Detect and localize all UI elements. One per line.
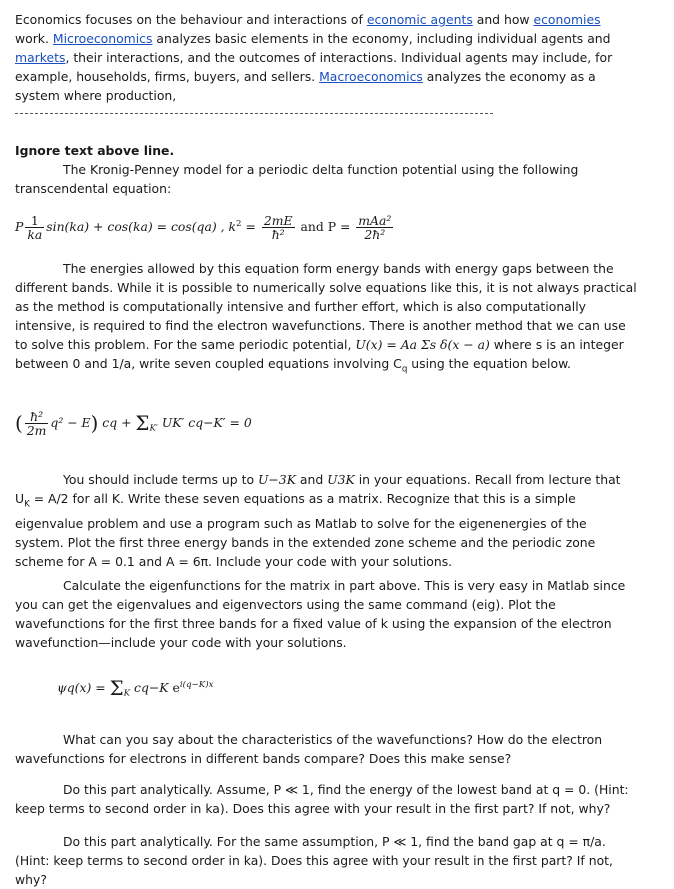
eq1-frac3-num: mAa² (358, 213, 392, 228)
intro-paragraph (15, 10, 637, 105)
intro-text-5: , their interactions, and the outcomes of interactions. Individual agents may include, for example, households, firms, buyers, and sellers. (15, 50, 613, 84)
para3-text-3: in your equations. Recall from lecture that U (15, 472, 621, 506)
paragraph-eigenfunctions: Calculate the eigenfunctions for the matrix in part above. This is very easy in Matlab since you can get the eigenvalues and eigenvectors using the same command (eig). Plot the wavefunctions for the first three bands for a fixed value of k using the expansion of the electron wavefunction—include your code with your solutions. (15, 578, 626, 650)
para2-text-2: where s is an integer between 0 and 1/a, write seven coupled equations involving C (15, 337, 624, 371)
eq3-exp-sup: i(q−K)x (179, 679, 214, 690)
eq2-frac-num: ħ² (25, 410, 49, 424)
para3-uk-sub: K (24, 499, 30, 510)
eq1-fraction-1 (25, 214, 44, 241)
para3-text-4: = A/2 for all K. Write these seven equations as a matrix. Recognize that this is a simple eigenvalue problem and use a program such as Matlab to solve for the eigenenergies of the system. Plot the first three energy bands in the extended zone scheme and the periodic zone scheme for A = 0.1 and A = 6π. Include your code with your solutions. (15, 491, 596, 570)
link-microeconomics[interactable]: Microeconomics (52, 31, 153, 46)
equation-periodic-potential: U(x) = Aa Σs δ(x − a) (355, 337, 490, 352)
eq1-k: k (228, 219, 237, 234)
link-economies[interactable]: economies (533, 12, 601, 27)
eq2-sigma: Σ (135, 412, 150, 435)
eq1-k-exp: 2 (236, 218, 242, 229)
eq3-term: cq−K (130, 680, 173, 695)
eq1-frac2-den: ħ² (271, 227, 285, 242)
eq3-sigma: Σ (109, 677, 124, 700)
eq2-open-paren: ( (15, 412, 23, 435)
ignore-notice: Ignore text above line. (15, 143, 175, 158)
eq3-exp-base: e (172, 680, 180, 695)
eq3-sigma-sub: K (123, 688, 131, 699)
eq2-rest-b: cq + (98, 415, 136, 430)
eq1-frac1-den: ka (27, 227, 43, 242)
eq1-and-p: and P = (296, 219, 355, 234)
para2-cq-sub: q (401, 364, 408, 375)
paragraph-kronig-penney: The Kronig-Penney model for a periodic delta function potential using the following transcendental equation: (15, 162, 579, 196)
eq1-equals: = (241, 219, 260, 234)
para3-u-minus-3k: U−3K (257, 472, 296, 487)
para3-text-2: and (295, 472, 328, 487)
para2-text-3: using the equation below. (407, 356, 572, 371)
eq1-middle: sin(ka) + cos(ka) = cos(qa) , (46, 219, 225, 234)
eq2-rest-c: UK′ cq−K′ = 0 (157, 415, 252, 430)
eq2-rest-a: q² − E (50, 415, 91, 430)
equation-coupled (15, 410, 252, 437)
paragraph-band-gap: Do this part analytically. For the same assumption, P ≪ 1, find the band gap at q = π/a. (Hint: keep terms to second order in ka). Does this agree with your result in the first part? If not, why? (15, 834, 613, 887)
eq2-close-paren: ) (90, 412, 99, 435)
para3-u-3k: U3K (327, 472, 355, 487)
eq1-frac3-den: 2ħ² (364, 227, 386, 242)
eq2-sigma-sub: K′ (149, 423, 158, 434)
eq2-fraction (25, 410, 49, 437)
paragraph-energy-bands (15, 259, 637, 379)
paragraph-seven-equations (15, 470, 637, 571)
eq3-lhs: ψq(x) = (57, 680, 110, 695)
eq2-frac-den: 2m (26, 423, 47, 438)
intro-text-1: Economics focuses on the behaviour and interactions of (15, 12, 367, 27)
equation-transcendental (15, 214, 395, 241)
link-economic-agents[interactable]: economic agents (366, 12, 473, 27)
eq1-frac1-num: 1 (25, 214, 44, 228)
equation-wavefunction (57, 677, 213, 700)
link-macroeconomics[interactable]: Macroeconomics (319, 69, 423, 84)
eq1-fraction-3 (356, 214, 393, 241)
paragraph-lowest-band: Do this part analytically. Assume, P ≪ 1, find the energy of the lowest band at q = 0. (Hint: keep terms to second order in ka). Does this agree with your result in the first part? If not, why? (15, 782, 629, 816)
para3-text-1: You should include terms up to (63, 472, 258, 487)
eq1-p: P (15, 219, 24, 234)
eq1-frac2-num: 2mE (263, 213, 293, 228)
dashed-divider (15, 113, 493, 114)
intro-text-3: work. (15, 31, 53, 46)
intro-text-2: and how (472, 12, 534, 27)
intro-text-6: analyzes the economy as a system where production, (15, 69, 596, 103)
link-markets[interactable]: markets (15, 50, 66, 65)
paragraph-characteristics: What can you say about the characteristics of the wavefunctions? How do the electron wavefunctions for electrons in different bands compare? Does this make sense? (15, 732, 603, 766)
para2-text-1: The energies allowed by this equation form energy bands with energy gaps between the different bands. While it is possible to numerically solve equations like this, it is not always practical as the method is computationally intensive and further effort, which is also computationally intensive, is required to find the electron wavefunctions. There is another method that we can use to solve this problem. For the same periodic potential, (15, 261, 637, 352)
eq1-fraction-2 (262, 214, 295, 241)
intro-text-4: analyzes basic elements in the economy, including individual agents and (152, 31, 611, 46)
